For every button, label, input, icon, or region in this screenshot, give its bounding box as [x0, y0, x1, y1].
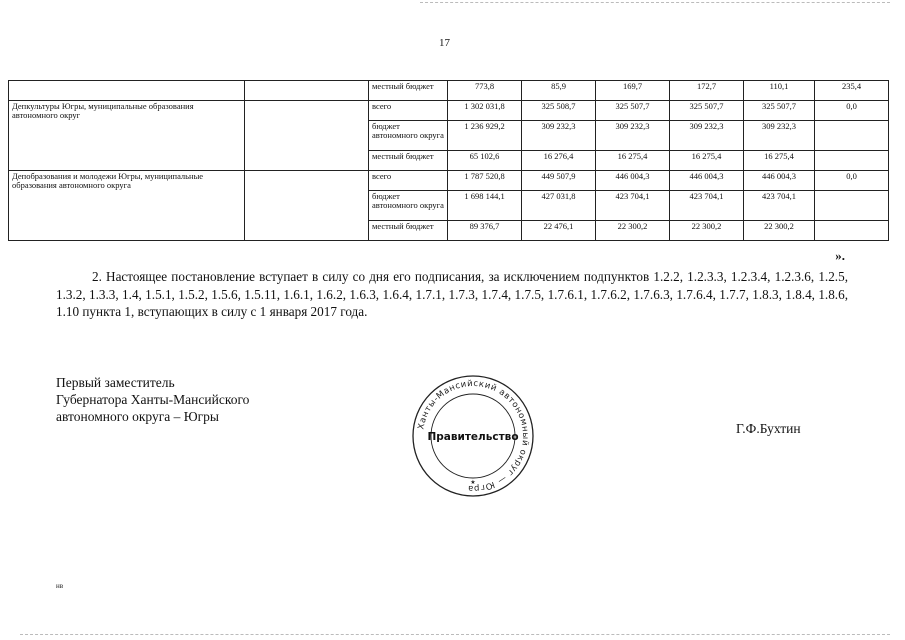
executor-initials: нв: [56, 582, 64, 590]
signatory-title-line: Губернатора Ханты-Мансийского: [56, 392, 250, 407]
value-cell: [815, 221, 889, 241]
value-cell: 16 275,4: [596, 151, 670, 171]
value-cell: 325 508,7: [522, 101, 596, 121]
value-cell: 172,7: [670, 81, 744, 101]
value-cell: 110,1: [744, 81, 815, 101]
value-cell: 309 232,3: [596, 121, 670, 151]
value-cell: 16 275,4: [744, 151, 815, 171]
funding-source-cell: бюджет автономного округа: [369, 191, 448, 221]
scan-edge-bottom: [20, 634, 890, 635]
value-cell: 1 236 929,2: [448, 121, 522, 151]
value-cell: 235,4: [815, 81, 889, 101]
value-cell: 446 004,3: [670, 171, 744, 191]
value-cell: 423 704,1: [744, 191, 815, 221]
value-cell: [815, 191, 889, 221]
value-cell: 0,0: [815, 171, 889, 191]
empty-cell: [245, 171, 369, 241]
funding-source-cell: всего: [369, 101, 448, 121]
table-row: [9, 81, 889, 101]
value-cell: 423 704,1: [670, 191, 744, 221]
value-cell: 309 232,3: [744, 121, 815, 151]
effective-date-paragraph: 2. Настоящее постановление вступает в силу со дня его подписания, за исключением подпунктов 1.2.2, 1.2.3.3, 1.2.3.4, 1.2.3.6, 1.2.5, 1.3.2, 1.3.3, 1.4, 1.5.1, 1.5.2, 1.5.6, 1.5.11, 1.6.1, 1.6.2, 1.6.3, 1.6.4, 1.7.1, 1.7.3, 1.7.4, 1.7.5, 1.7.6.1, 1.7.6.2, 1.7.6.3, 1.7.6.4, 1.7.7, 1.8.3, 1.8.4, 1.8.6, 1.10 пункта 1, вступающих в силу с 1 января 2017 года.: [56, 269, 848, 319]
value-cell: 309 232,3: [670, 121, 744, 151]
value-cell: 22 300,2: [670, 221, 744, 241]
value-cell: 449 507,9: [522, 171, 596, 191]
value-cell: 22 300,2: [596, 221, 670, 241]
page-number: 17: [439, 37, 450, 49]
signer-name: Г.Ф.Бухтин: [736, 421, 801, 436]
value-cell: 169,7: [596, 81, 670, 101]
seal-star-icon: ★: [470, 479, 476, 486]
value-cell: 85,9: [522, 81, 596, 101]
value-cell: 446 004,3: [596, 171, 670, 191]
value-cell: 16 276,4: [522, 151, 596, 171]
funding-source-cell: всего: [369, 171, 448, 191]
value-cell: 16 275,4: [670, 151, 744, 171]
seal-ring-text: Ханты-Мансийский автономный округ — Югра: [416, 378, 531, 494]
value-cell: 1 302 031,8: [448, 101, 522, 121]
organization-cell: Депобразования и молодежи Югры, муниципальные образования автономного округа: [9, 171, 245, 241]
value-cell: 89 376,7: [448, 221, 522, 241]
signatory-title-line: автономного округа – Югры: [56, 409, 219, 424]
government-seal: [411, 374, 535, 498]
value-cell: [815, 121, 889, 151]
value-cell: 65 102,6: [448, 151, 522, 171]
value-cell: 1 787 520,8: [448, 171, 522, 191]
value-cell: 22 300,2: [744, 221, 815, 241]
seal-center-text: Правительство: [427, 431, 519, 443]
value-cell: 22 476,1: [522, 221, 596, 241]
table-row: [9, 101, 889, 121]
value-cell: 427 031,8: [522, 191, 596, 221]
value-cell: 325 507,7: [744, 101, 815, 121]
value-cell: 773,8: [448, 81, 522, 101]
value-cell: 446 004,3: [744, 171, 815, 191]
signatory-title-line: Первый заместитель: [56, 375, 175, 390]
value-cell: 0,0: [815, 101, 889, 121]
empty-cell: [245, 81, 369, 101]
budget-table: [8, 80, 889, 241]
closing-quote: ».: [835, 248, 845, 263]
table-row: [9, 171, 889, 191]
value-cell: 1 698 144,1: [448, 191, 522, 221]
funding-source-cell: местный бюджет: [369, 151, 448, 171]
organization-cell: [9, 81, 245, 101]
value-cell: [815, 151, 889, 171]
funding-source-cell: бюджет автономного округа: [369, 121, 448, 151]
scan-edge-top: [420, 2, 890, 3]
value-cell: 423 704,1: [596, 191, 670, 221]
value-cell: 309 232,3: [522, 121, 596, 151]
funding-source-cell: местный бюджет: [369, 221, 448, 241]
value-cell: 325 507,7: [670, 101, 744, 121]
signatory-title: [56, 374, 249, 425]
funding-source-cell: местный бюджет: [369, 81, 448, 101]
empty-cell: [245, 101, 369, 171]
organization-cell: Депкультуры Югры, муниципальные образования автономного округ: [9, 101, 245, 171]
value-cell: 325 507,7: [596, 101, 670, 121]
